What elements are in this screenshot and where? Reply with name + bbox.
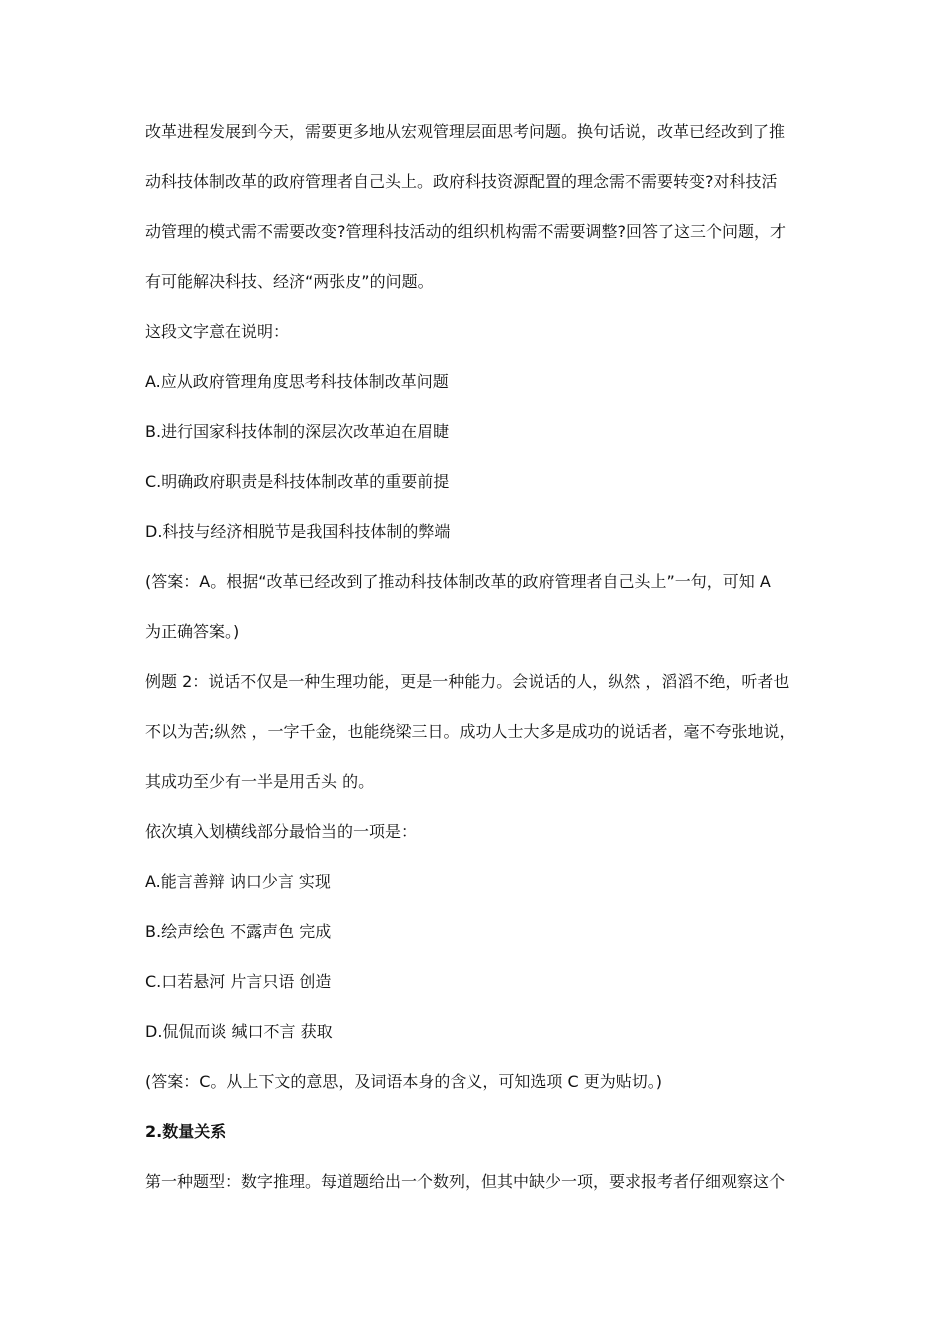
section-intro: 第一种题型：数字推理。每道题给出一个数列，但其中缺少一项，要求报考者仔细观察这个: [145, 1172, 786, 1191]
answer-line: 为正确答案。): [145, 622, 240, 641]
example-prompt: 依次填入划横线部分最恰当的一项是：: [145, 822, 418, 841]
option-d: D.科技与经济相脱节是我国科技体制的弊端: [145, 522, 451, 541]
paragraph-line: 改革进程发展到今天，需要更多地从宏观管理层面思考问题。换句话说，改革已经改到了推: [145, 122, 786, 141]
example-line: 其成功至少有一半是用舌头 的。: [145, 772, 375, 791]
option-a: A.能言善辩 讷口少言 实现: [145, 872, 331, 891]
document-content: [145, 120, 810, 1220]
option-c: C.口若悬河 片言只语 创造: [145, 972, 332, 991]
answer-line: (答案：C。从上下文的意思，及词语本身的含义，可知选项 C 更为贴切。): [145, 1072, 663, 1091]
paragraph-line: 动科技体制改革的政府管理者自己头上。政府科技资源配置的理念需不需要转变?对科技活: [145, 172, 778, 191]
paragraph-line: 动管理的模式需不需要改变?管理科技活动的组织机构需不需要调整?回答了这三个问题，才: [145, 222, 786, 241]
option-c: C.明确政府职责是科技体制改革的重要前提: [145, 472, 450, 491]
option-b: B.绘声绘色 不露声色 完成: [145, 922, 332, 941]
paragraph-line: 有可能解决科技、经济“两张皮”的问题。: [145, 272, 434, 291]
example-line: 例题 2：说话不仅是一种生理功能，更是一种能力。会说话的人，纵然 ，滔滔不绝，听者也: [145, 672, 790, 691]
option-d: D.侃侃而谈 缄口不言 获取: [145, 1022, 333, 1041]
option-b: B.进行国家科技体制的深层次改革迫在眉睫: [145, 422, 450, 441]
section-heading: 2.数量关系: [145, 1122, 227, 1141]
question-prompt: 这段文字意在说明：: [145, 322, 290, 341]
example-line: 不以为苦;纵然 ，一字千金，也能绕梁三日。成功人士大多是成功的说话者，毫不夸张地说，: [145, 722, 796, 741]
answer-line: (答案：A。根据“改革已经改到了推动科技体制改革的政府管理者自己头上”一句，可知 A: [145, 572, 771, 591]
option-a: A.应从政府管理角度思考科技体制改革问题: [145, 372, 449, 391]
